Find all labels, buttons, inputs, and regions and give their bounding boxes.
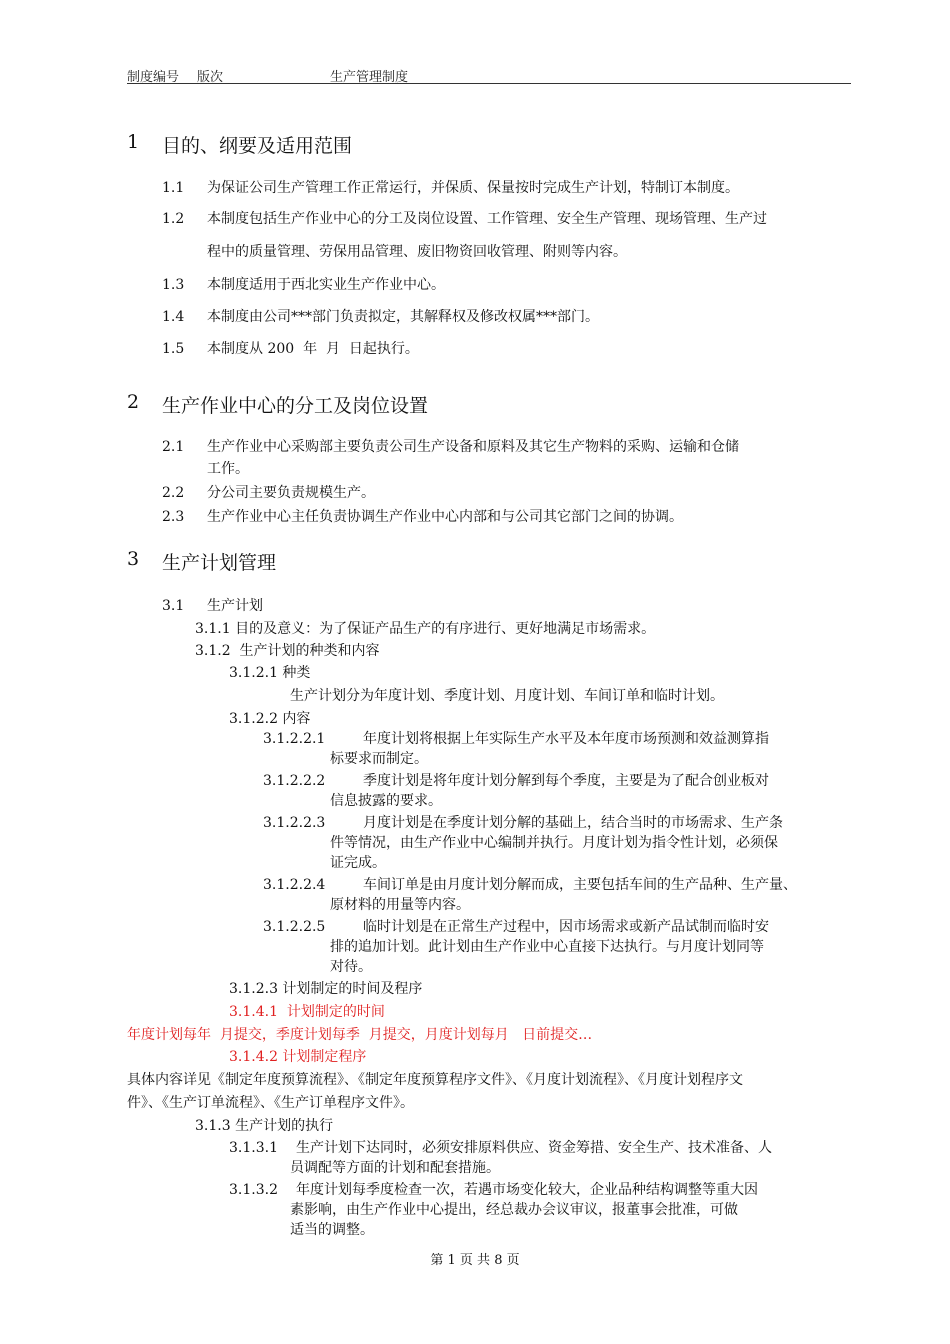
content-item-1-text: 年度计划将根据上年实际生产水平及本年度市场预测和效益测算指 [363,731,769,747]
item-2-1-text: 生产作业中心采购部主要负责公司生产设备和原料及其它生产物料的采购、运输和仓储 [207,439,739,455]
content-item-5-text: 临时计划是在正常生产过程中，因市场需求或新产品试制而临时安 [363,919,769,935]
section-3-title: 生产计划管理 [162,552,277,574]
item-3-1-2: 3.1.2 生产计划的种类和内容 [195,643,380,659]
header-title: 生产管理制度 [330,70,409,85]
content-item-5-text-cont2: 对待。 [330,959,372,975]
item-3-1-2-1-text: 生产计划分为年度计划、季度计划、月度计划、车间订单和临时计划。 [290,688,724,704]
item-2-3-text: 生产作业中心主任负责协调生产作业中心内部和与公司其它部门之间的协调。 [207,509,683,525]
content-item-2-text-cont: 信息披露的要求。 [330,793,442,809]
content-item-2-num: 3.1.2.2.2 [263,773,326,789]
header-version-label: 版次 [197,70,224,85]
item-3-1-4-2: 3.1.4.2 计划制定程序 [229,1049,367,1065]
item-3-1-3: 3.1.3 生产计划的执行 [195,1118,334,1134]
section-2-number: 2 [127,391,140,413]
content-item-4-text-cont: 原材料的用量等内容。 [330,897,470,913]
header-divider [127,83,851,84]
page-number: 第 1 页 共 8 页 [430,1253,520,1268]
item-3-1-text: 生产计划 [207,598,263,614]
item-1-5-text: 本制度从 200 年 月 日起执行。 [207,341,419,357]
exec-item-1-num: 3.1.3.1 [229,1140,278,1156]
item-2-1-text-cont: 工作。 [207,461,249,477]
content-item-3-text: 月度计划是在季度计划分解的基础上，结合当时的市场需求、生产条 [363,815,783,831]
item-1-5-num: 1.5 [162,341,185,357]
item-1-3-num: 1.3 [162,277,185,293]
section-3-number: 3 [127,548,140,570]
item-2-2-text: 分公司主要负责规模生产。 [207,485,375,501]
plan-deadline-note: 年度计划每年 月提交，季度计划每季 月提交，月度计划每月 日前提交… [127,1027,593,1043]
detail-reference-line-2: 件》、《生产订单流程》、《生产订单程序文件》。 [127,1095,414,1111]
item-3-1-2-1: 3.1.2.1 种类 [229,665,311,681]
content-item-5-text-cont: 排的追加计划。此计划由生产作业中心直接下达执行。与月度计划同等 [330,939,764,955]
exec-item-1-text: 生产计划下达同时，必须安排原料供应、资金筹措、安全生产、技术准备、人 [296,1140,772,1156]
item-1-3-text: 本制度适用于西北实业生产作业中心。 [207,277,445,293]
content-item-1-num: 3.1.2.2.1 [263,731,326,747]
exec-item-2-text-cont: 素影响，由生产作业中心提出，经总裁办会议审议，报董事会批准，可做 [290,1202,738,1218]
item-2-2-num: 2.2 [162,485,185,501]
content-item-4-text: 车间订单是由月度计划分解而成，主要包括车间的生产品种、生产量、 [363,877,797,893]
item-1-2-text: 本制度包括生产作业中心的分工及岗位设置、工作管理、安全生产管理、现场管理、生产过 [207,211,767,227]
exec-item-2-text: 年度计划每季度检查一次，若遇市场变化较大，企业品种结构调整等重大因 [296,1182,758,1198]
item-1-4-num: 1.4 [162,309,185,325]
item-1-2-text-cont: 程中的质量管理、劳保用品管理、废旧物资回收管理、附则等内容。 [207,244,627,260]
content-item-4-num: 3.1.2.2.4 [263,877,326,893]
content-item-3-text-cont2: 证完成。 [330,855,386,871]
item-1-1-num: 1.1 [162,180,185,196]
item-3-1-4-1: 3.1.4.1 计划制定的时间 [229,1004,385,1020]
item-1-1-text: 为保证公司生产管理工作正常运行，并保质、保量按时完成生产计划，特制订本制度。 [207,180,739,196]
item-1-4-text: 本制度由公司***部门负责拟定，其解释权及修改权属***部门。 [207,309,599,325]
item-3-1-1: 3.1.1 目的及意义：为了保证产品生产的有序进行、更好地满足市场需求。 [195,621,656,637]
item-3-1-2-3: 3.1.2.3 计划制定的时间及程序 [229,981,423,997]
header-code-label: 制度编号 [127,70,180,85]
item-1-2-num: 1.2 [162,211,185,227]
exec-item-2-text-cont2: 适当的调整。 [290,1222,374,1238]
item-2-3-num: 2.3 [162,509,185,525]
item-3-1-2-2: 3.1.2.2 内容 [229,711,311,727]
item-3-1-num: 3.1 [162,598,185,614]
section-1-title: 目的、纲要及适用范围 [162,135,353,157]
content-item-3-num: 3.1.2.2.3 [263,815,326,831]
item-2-1-num: 2.1 [162,439,185,455]
content-item-5-num: 3.1.2.2.5 [263,919,326,935]
section-1-number: 1 [127,131,140,153]
exec-item-2-num: 3.1.3.2 [229,1182,278,1198]
content-item-1-text-cont: 标要求而制定。 [330,751,428,767]
detail-reference-line-1: 具体内容详见《制定年度预算流程》、《制定年度预算程序文件》、《月度计划流程》、《月度计划程序文 [127,1072,743,1088]
content-item-2-text: 季度计划是将年度计划分解到每个季度，主要是为了配合创业板对 [363,773,769,789]
content-item-3-text-cont: 件等情况，由生产作业中心编制并执行。月度计划为指令性计划，必须保 [330,835,778,851]
section-2-title: 生产作业中心的分工及岗位设置 [162,395,429,417]
exec-item-1-text-cont: 员调配等方面的计划和配套措施。 [290,1160,500,1176]
